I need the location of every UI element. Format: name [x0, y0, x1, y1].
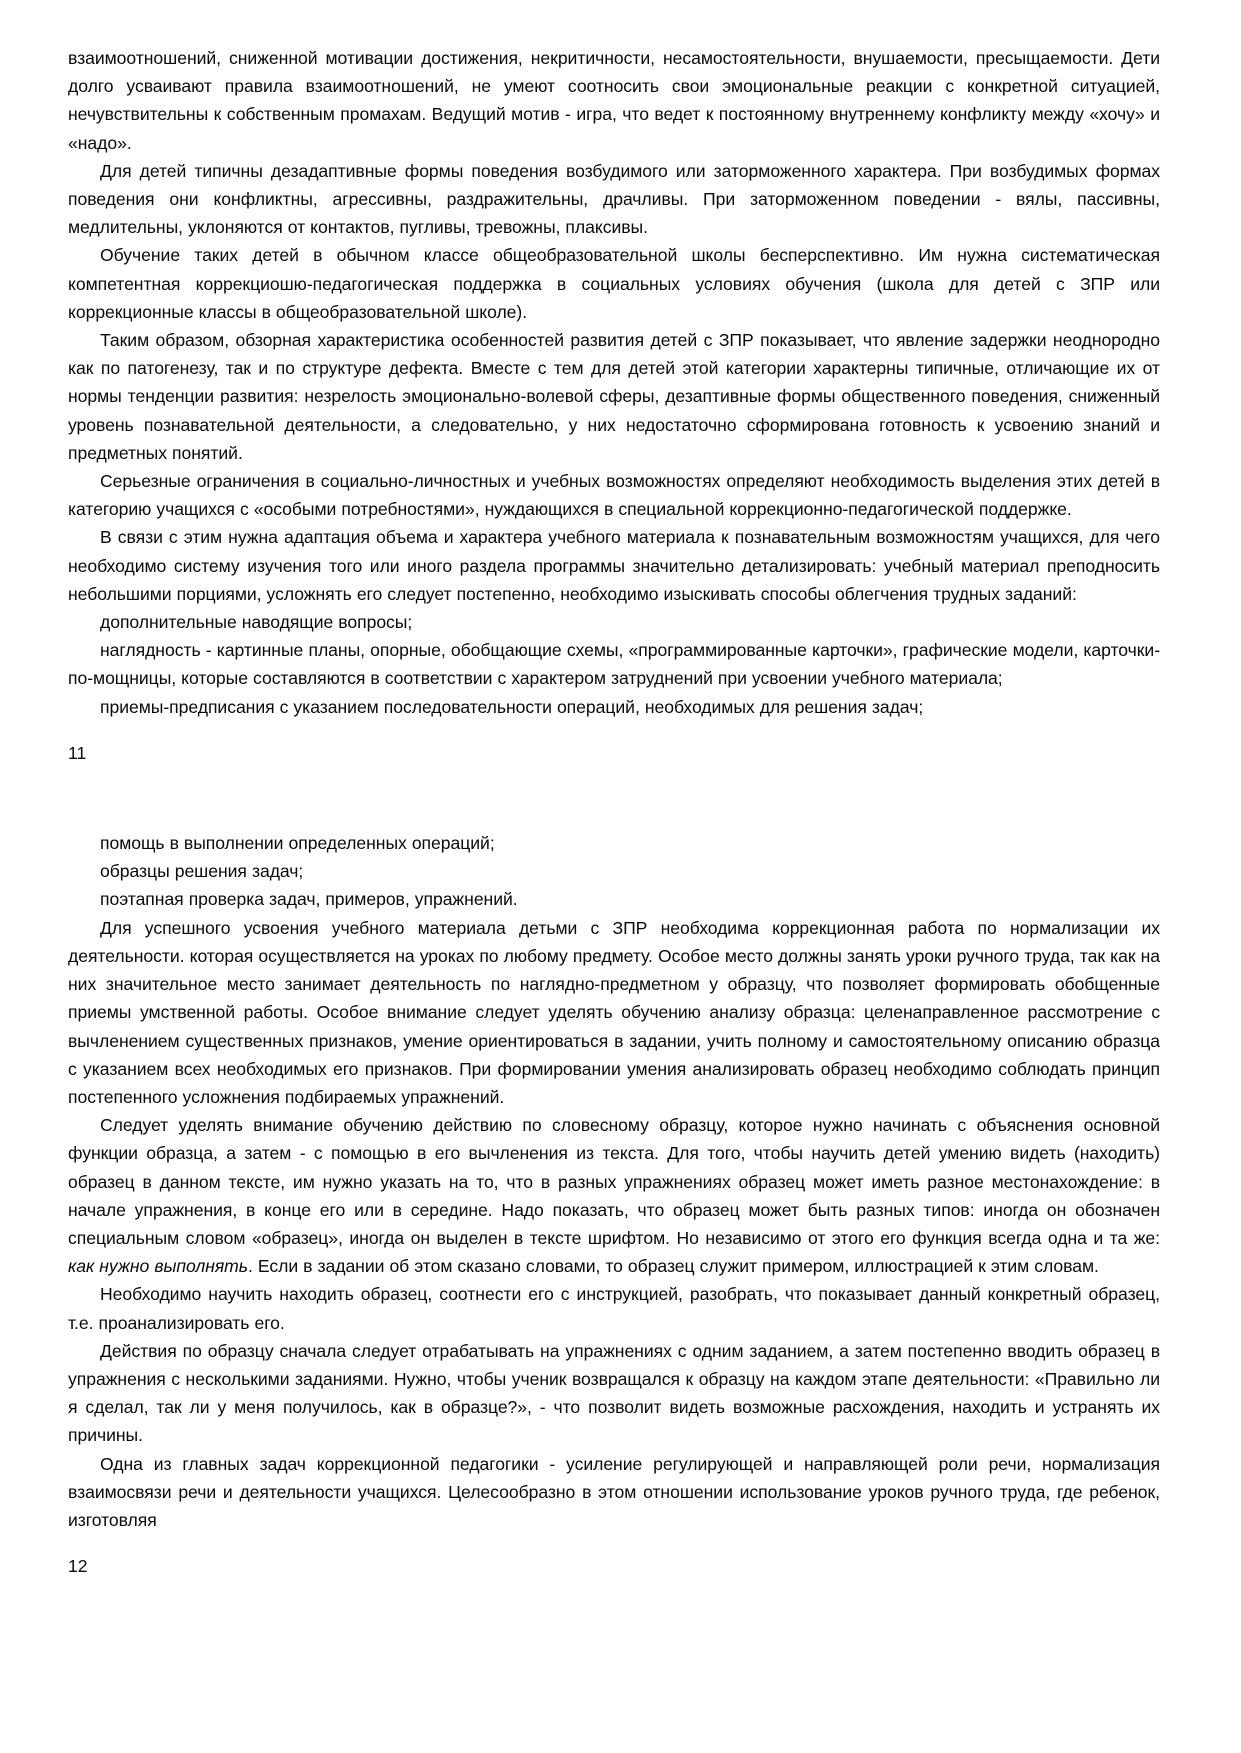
paragraph-with-italic	[68, 1111, 1160, 1280]
list-item: поэтапная проверка задач, примеров, упражнений.	[100, 889, 518, 910]
list-item: наглядность - картинные планы, опорные, обобщающие схемы, «программированные карточки», графические модели, карточки-по-мощницы, которые составляются в соответствии с характером затруднений при усвоении учебного материала;	[68, 640, 1160, 689]
paragraph: В связи с этим нужна адаптация объема и характера учебного материала к познавательным возможностям учащихся, для чего необходимо систему изучения того или иного раздела программы значительно детализировать: учебный материал преподносить небольшими порциями, усложнять его следует постепенно, необходимо изыскивать способы облегчения трудных заданий:	[68, 527, 1160, 604]
list-item: приемы-предписания с указанием последовательности операций, необходимых для решения задач;	[100, 696, 924, 717]
list-item: помощь в выполнении определенных операций;	[100, 833, 495, 854]
page-break-spacer	[68, 767, 1160, 829]
paragraph: Одна из главных задач коррекционной педагогики - усиление регулирующей и направляющей роли речи, нормализация взаимосвязи речи и деятельности учащихся. Целесообразно в этом отношении использование уроков ручного труда, где ребенок, изготовляя	[68, 1453, 1160, 1530]
list-item: дополнительные наводящие вопросы;	[100, 612, 413, 633]
page-content	[68, 44, 1160, 1580]
paragraph-text-after-italic: . Если в задании об этом сказано словами, то образец служит примером, иллюстрацией к этим словам.	[248, 1256, 1099, 1277]
paragraph: Обучение таких детей в обычном классе общеобразовательной школы бесперспективно. Им нужна систематическая компетентная коррекциошю-педагогическая поддержка в социальных условиях обучения (школа для детей с ЗПР или коррекционные классы в общеобразовательной школе).	[68, 245, 1160, 322]
spacer	[68, 721, 1160, 739]
paragraph: Действия по образцу сначала следует отрабатывать на упражнениях с одним заданием, а затем постепенно вводить образец в упражнения с несколькими заданиями. Нужно, чтобы ученик возвращался к образцу на каждом этапе деятельности: «Правильно ли я сделал, так ли у меня получилось, как в образце?», - что позволит видеть возможные расхождения, находить и устранять их причины.	[68, 1340, 1160, 1446]
paragraph: Для успешного усвоения учебного материала детьми с ЗПР необходима коррекционная работа по нормализации их деятельности. которая осуществляется на уроках по любому предмету. Особое место должны занять уроки ручного труда, так как на них значительное место занимает деятельность по наглядно-предметном у образцу, что позволяет формировать обобщенные приемы умственной работы. Особое внимание следует уделять обучению анализу образца: целенаправленное рассмотрение с вычленением существенных признаков, умение ориентироваться в задании, учить полному и самостоятельному описанию образца с указанием всех необходимых его признаков. При формировании умения анализировать образец необходимо соблюдать принцип постепенного усложнения подбираемых упражнений.	[68, 917, 1160, 1107]
paragraph: Серьезные ограничения в социально-личностных и учебных возможностях определяют необходимость выделения этих детей в категорию учащихся с «особыми потребностями», нуждающихся в специальной коррекционно-педагогической поддержке.	[68, 471, 1160, 520]
paragraph: Необходимо научить находить образец, соотнести его с инструкцией, разобрать, что показывает данный конкретный образец, т.е. проанализировать его.	[68, 1284, 1160, 1333]
paragraph: Таким образом, обзорная характеристика особенностей развития детей с ЗПР показывает, что явление задержки неоднородно как по патогенезу, так и по структуре дефекта. Вместе с тем для детей этой категории характерны типичные, отличающие их от нормы тенденции развития: незрелость эмоционально-волевой сферы, дезаптивные формы общественного поведения, сниженный уровень познавательной деятельности, а следовательно, у них недостаточно сформирована готовность к усвоению знаний и предметных понятий.	[68, 330, 1160, 463]
page-number-12: 12	[68, 1556, 88, 1577]
paragraph-continuation: взаимоотношений, сниженной мотивации достижения, некритичности, несамостоятельности, внушаемости, пресыщаемости. Дети долго усваивают правила взаимоотношений, не умеют соотносить свои эмоциональные реакции с конкретной ситуацией, нечувствительны к собственным промахам. Ведущий мотив - игра, что ведет к постоянному внутреннему конфликту между «хочу» и «надо».	[68, 48, 1160, 153]
page-number-11: 11	[68, 742, 87, 763]
paragraph: Для детей типичны дезадаптивные формы поведения возбудимого или заторможенного характера. При возбудимых формах поведения они конфликтны, агрессивны, раздражительны, драчливы. При заторможенном поведении - вялы, пассивны, медлительны, уклоняются от контактов, пугливы, тревожны, плаксивы.	[68, 160, 1160, 238]
list-item: образцы решения задач;	[100, 861, 304, 882]
paragraph-text-before-italic: Следует уделять внимание обучению действию по словесному образцу, которое нужно начинать с объяснения основной функции образца, а затем - с помощью в его вычленения из текста. Для того, чтобы научить детей умению видеть (находить) образец в данном тексте, им нужно указать на то, что в разных упражнениях образец может иметь разное местонахождение: в начале упражнения, в конце его или в середине. Надо показать, что образец может быть разных типов: иногда он обозначен специальным словом «образец», иногда он выделен в тексте шрифтом. Но независимо от этого его функция всегда одна и та же:	[68, 1115, 1160, 1248]
emphasized-phrase: как нужно выполнять	[68, 1256, 248, 1277]
spacer	[68, 1534, 1160, 1552]
